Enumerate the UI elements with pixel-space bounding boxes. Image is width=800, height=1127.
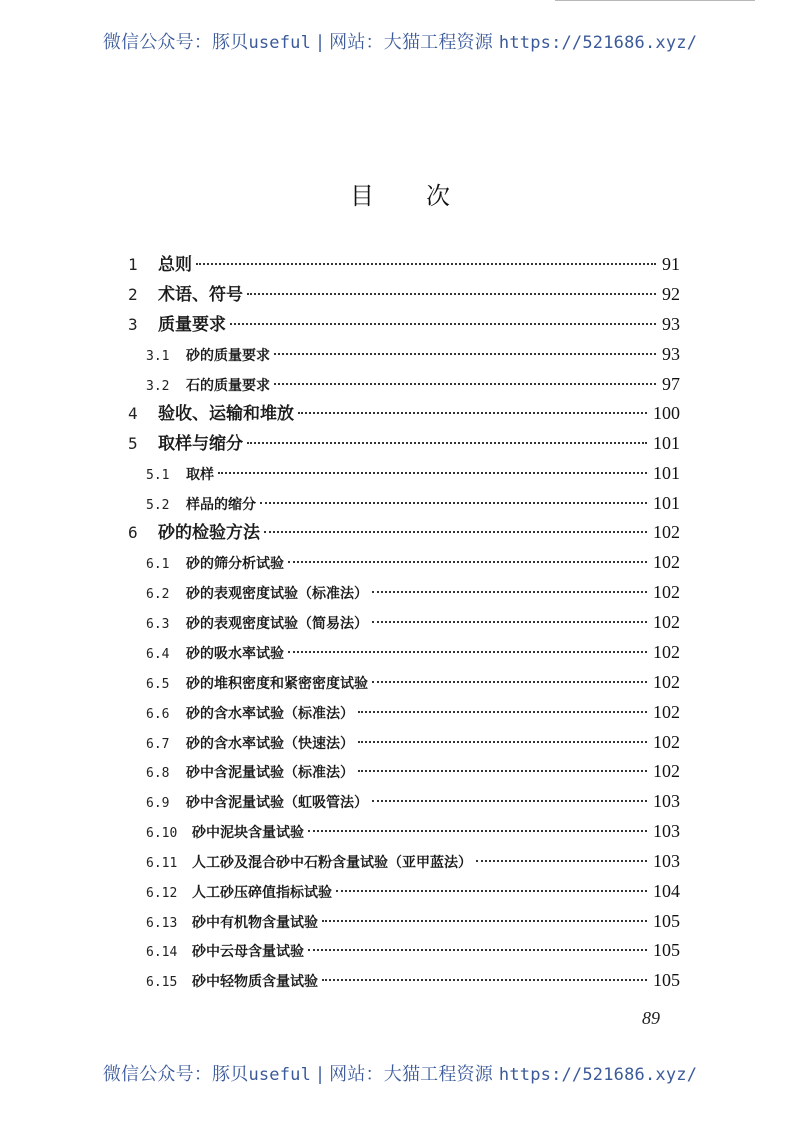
dot-leader xyxy=(308,829,647,832)
watermark-top xyxy=(0,28,800,54)
toc-page: 105 xyxy=(653,940,680,960)
dot-leader xyxy=(358,769,647,772)
toc-title: 人工砂压碎值指标试验 xyxy=(192,885,332,901)
toc-page: 105 xyxy=(653,970,680,990)
toc-number: 6.11 xyxy=(146,856,178,871)
toc-title: 取样 xyxy=(186,467,214,483)
toc-entry[interactable] xyxy=(128,312,680,336)
toc-page: 102 xyxy=(653,612,680,632)
toc-entry[interactable] xyxy=(146,938,680,962)
toc-page: 93 xyxy=(662,314,680,334)
toc-title: 取样与缩分 xyxy=(158,434,243,454)
dot-leader xyxy=(288,560,647,563)
page-number: 89 xyxy=(642,1008,660,1028)
toc-title: 砂中有机物含量试验 xyxy=(192,915,318,931)
toc-page: 101 xyxy=(653,463,680,483)
toc-title: 石的质量要求 xyxy=(186,378,270,394)
dot-leader xyxy=(298,411,647,414)
toc-entry[interactable] xyxy=(146,789,680,813)
toc-entry[interactable] xyxy=(146,342,680,366)
toc-number: 6.2 xyxy=(146,587,170,602)
toc-entry[interactable] xyxy=(128,252,680,276)
toc-entry[interactable] xyxy=(146,580,680,604)
dot-leader xyxy=(372,680,647,683)
dot-leader xyxy=(260,501,647,504)
toc-title: 砂的筛分析试验 xyxy=(186,556,284,572)
toc-title: 验收、运输和堆放 xyxy=(158,404,294,424)
toc-entry[interactable] xyxy=(146,909,680,933)
toc-title: 术语、符号 xyxy=(158,285,243,305)
dot-leader xyxy=(358,710,647,713)
dot-leader xyxy=(274,352,656,355)
dot-leader xyxy=(322,919,647,922)
toc-title: 砂的堆积密度和紧密密度试验 xyxy=(186,676,368,692)
toc-number: 6.1 xyxy=(146,557,170,572)
toc-page: 92 xyxy=(662,284,680,304)
toc-entry[interactable] xyxy=(146,730,680,754)
toc-number: 6.6 xyxy=(146,707,170,722)
toc-title: 砂的检验方法 xyxy=(158,523,260,543)
toc-number: 1 xyxy=(128,255,138,274)
toc-entry[interactable] xyxy=(146,670,680,694)
toc-title: 砂的表观密度试验（简易法） xyxy=(186,616,368,632)
toc-entry[interactable] xyxy=(146,849,680,873)
toc-number: 2 xyxy=(128,285,138,304)
top-rule xyxy=(555,0,755,1)
watermark-url[interactable]: https://521686.xyz/ xyxy=(498,33,698,53)
watermark-separator: | xyxy=(311,32,330,53)
toc-page: 103 xyxy=(653,791,680,811)
toc-number: 6.8 xyxy=(146,766,170,781)
toc-title: 砂中泥块含量试验 xyxy=(192,825,304,841)
toc-page: 100 xyxy=(653,403,680,423)
toc-page: 102 xyxy=(653,702,680,722)
toc-entry[interactable] xyxy=(146,819,680,843)
toc-number: 5.1 xyxy=(146,468,170,483)
toc-title: 砂的吸水率试验 xyxy=(186,646,284,662)
dot-leader xyxy=(372,590,647,593)
toc-entry[interactable] xyxy=(146,461,680,485)
toc-entry[interactable] xyxy=(128,520,680,544)
toc-number: 3 xyxy=(128,315,138,334)
toc-title: 砂中含泥量试验（标准法） xyxy=(186,765,354,781)
toc-number: 6.10 xyxy=(146,826,178,841)
toc-title: 砂中轻物质含量试验 xyxy=(192,974,318,990)
toc-number: 6.14 xyxy=(146,945,178,960)
toc-title: 砂的含水率试验（标准法） xyxy=(186,706,354,722)
toc-number: 6.12 xyxy=(146,886,178,901)
toc-page: 102 xyxy=(653,582,680,602)
toc-page: 103 xyxy=(653,851,680,871)
toc-title: 砂中含泥量试验（虹吸管法） xyxy=(186,795,368,811)
toc-page: 102 xyxy=(653,761,680,781)
watermark-prefix: 微信公众号：豚贝 xyxy=(102,32,249,53)
toc-number: 5.2 xyxy=(146,498,170,513)
dot-leader xyxy=(196,262,656,265)
toc-page: 102 xyxy=(653,522,680,542)
watermark-separator: | xyxy=(311,1064,330,1085)
toc-title: 总则 xyxy=(158,255,192,275)
toc-number: 3.1 xyxy=(146,349,170,364)
toc-entry[interactable] xyxy=(146,640,680,664)
toc-number: 4 xyxy=(128,404,138,423)
dot-leader xyxy=(308,948,647,951)
watermark-bottom xyxy=(0,1060,800,1086)
watermark-site-label: 网站：大猫工程资源 xyxy=(329,1064,493,1085)
watermark-brand: useful xyxy=(248,33,312,53)
watermark-prefix: 微信公众号：豚贝 xyxy=(102,1064,249,1085)
toc-page: 101 xyxy=(653,433,680,453)
toc-page: 103 xyxy=(653,821,680,841)
dot-leader xyxy=(288,650,647,653)
dot-leader xyxy=(372,620,647,623)
dot-leader xyxy=(247,441,647,444)
toc-title: 砂中云母含量试验 xyxy=(192,944,304,960)
dot-leader xyxy=(247,292,656,295)
dot-leader xyxy=(476,859,647,862)
toc-number: 6.15 xyxy=(146,975,178,990)
toc-number: 5 xyxy=(128,434,138,453)
toc-title: 砂的含水率试验（快速法） xyxy=(186,736,354,752)
watermark-brand: useful xyxy=(248,1065,312,1085)
toc-entry[interactable] xyxy=(146,372,680,396)
toc-number: 6.9 xyxy=(146,796,170,811)
toc-page: 97 xyxy=(662,374,680,394)
toc-number: 6.7 xyxy=(146,737,170,752)
toc-entry[interactable] xyxy=(146,759,680,783)
dot-leader xyxy=(264,530,647,533)
toc-title: 砂的质量要求 xyxy=(186,348,270,364)
toc-entry[interactable] xyxy=(146,968,680,992)
toc-entry[interactable] xyxy=(146,879,680,903)
watermark-site-label: 网站：大猫工程资源 xyxy=(329,32,493,53)
toc-number: 6.4 xyxy=(146,647,170,662)
toc-number: 3.2 xyxy=(146,379,170,394)
toc-title: 砂的表观密度试验（标准法） xyxy=(186,586,368,602)
toc-entry[interactable] xyxy=(128,282,680,306)
toc-page: 102 xyxy=(653,732,680,752)
toc-page: 102 xyxy=(653,552,680,572)
dot-leader xyxy=(322,978,647,981)
toc-entry[interactable] xyxy=(146,610,680,634)
dot-leader xyxy=(336,889,647,892)
page-title: 目次 xyxy=(350,182,502,210)
watermark-url[interactable]: https://521686.xyz/ xyxy=(498,1065,698,1085)
toc-page: 101 xyxy=(653,493,680,513)
dot-leader xyxy=(274,382,656,385)
toc-page: 102 xyxy=(653,642,680,662)
toc-title: 人工砂及混合砂中石粉含量试验（亚甲蓝法） xyxy=(192,855,472,871)
toc-title: 质量要求 xyxy=(158,315,226,335)
dot-leader xyxy=(358,740,647,743)
toc-number: 6.5 xyxy=(146,677,170,692)
toc-entry[interactable] xyxy=(146,491,680,515)
toc-page: 105 xyxy=(653,911,680,931)
toc-page: 91 xyxy=(662,254,680,274)
dot-leader xyxy=(230,322,656,325)
toc-number: 6 xyxy=(128,523,138,542)
toc-number: 6.13 xyxy=(146,916,178,931)
toc-page: 93 xyxy=(662,344,680,364)
toc-entry[interactable] xyxy=(128,431,680,455)
dot-leader xyxy=(372,799,647,802)
toc-entry[interactable] xyxy=(146,700,680,724)
toc-entry[interactable] xyxy=(146,550,680,574)
toc-page: 104 xyxy=(653,881,680,901)
toc-number: 6.3 xyxy=(146,617,170,632)
dot-leader xyxy=(218,471,647,474)
toc-page: 102 xyxy=(653,672,680,692)
toc-entry[interactable] xyxy=(128,401,680,425)
toc-title: 样品的缩分 xyxy=(186,497,256,513)
